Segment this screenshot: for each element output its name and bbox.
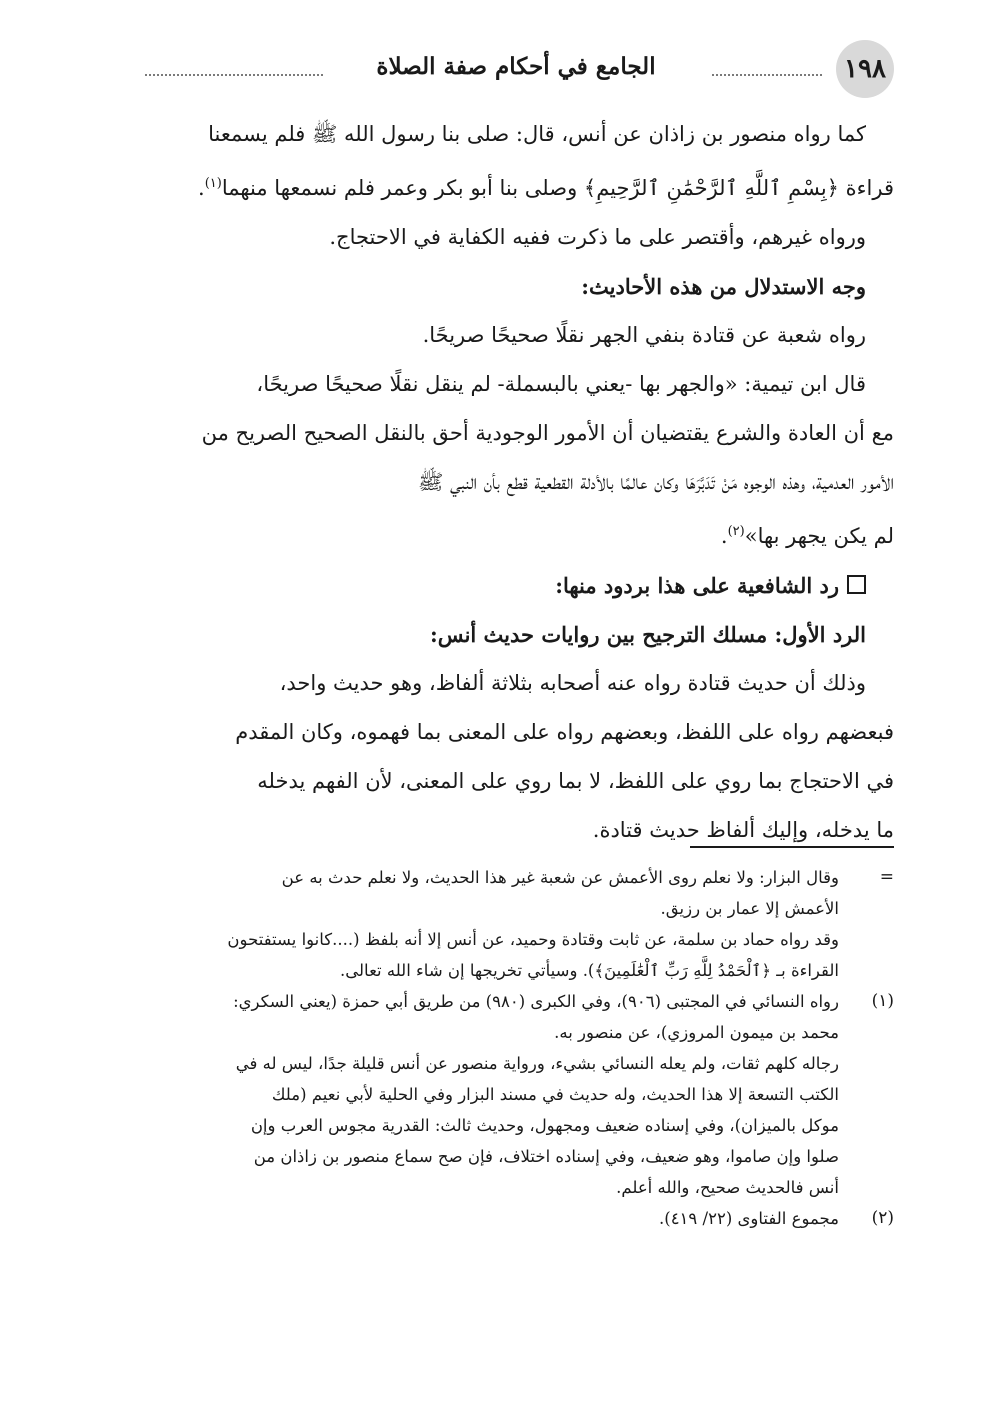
running-title: الجامع في أحكام صفة الصلاة <box>376 53 656 80</box>
page-number: ١٩٨ <box>836 40 894 98</box>
footnote-line: وقد رواه حماد بن سلمة، عن ثابت وقتادة وحميد، عن أنس إلا أنه بلفظ (....كانوا يستفتحون <box>227 930 839 949</box>
body-line: رواه شعبة عن قتادة بنفي الجهر نقلًا صحيحًا صريحًا. <box>422 323 866 347</box>
footnote-2 <box>145 1203 894 1234</box>
footnote-line: وقال البزار: ولا نعلم روى الأعمش عن شعبة غير هذا الحديث، ولا نعلم حدث به عن <box>281 868 839 887</box>
body-line: قراءة ﴿بِسْمِ ٱللَّهِ ٱلرَّحْمَٰنِ ٱلرَّحِيمِ﴾ وصلى بنا أبو بكر وعمر فلم نسمعها منهما$^{(١)}$. <box>198 176 894 200</box>
footnote-body <box>145 1203 839 1234</box>
footnote-line: صلوا وإن صاموا، وهو ضعيف، وفي إسناده اختلاف، فإن صح سماع منصور بن زاذان من <box>253 1147 839 1166</box>
footnote-line: رجاله كلهم ثقات، ولم يعله النسائي بشيء، ورواية منصور عن أنس قليلة جدًا، ليس له في <box>235 1054 839 1073</box>
body-line: كما رواه منصور بن زاذان عن أنس، قال: صلى بنا رسول الله ﷺ فلم يسمعنا <box>208 122 866 146</box>
footnote-line: القراءة بـ ﴿ٱلْحَمْدُ لِلَّهِ رَبِّ ٱلْعَٰلَمِينَ﴾). وسيأتي تخريجها إن شاء الله تعالى. <box>340 961 839 980</box>
main-text <box>145 110 894 855</box>
body-line: ما يدخله، وإليك ألفاظ حديث قتادة. <box>592 818 894 842</box>
footnote-separator <box>690 846 894 848</box>
footnote-continued <box>145 862 894 986</box>
footnote-line: محمد بن ميمون المروزي)، عن منصور به. <box>554 1023 839 1042</box>
header-dotted-rule-left <box>145 74 323 76</box>
footnote-marker: = <box>879 867 894 887</box>
body-line: مع أن العادة والشرع يقتضيان أن الأمور الوجودية أحق بالنقل الصحيح الصريح من <box>201 421 894 445</box>
footnote-marker: (٢) <box>871 1208 894 1228</box>
footnote-line: الكتب التسعة إلا هذا الحديث، وله حديث في مسند البزار وفي الحلية لأبي نعيم (ملك <box>271 1085 839 1104</box>
body-line: لم يكن يجهر بها»$^{(٢)}$. <box>720 524 894 548</box>
body-line: الأمور العدمية، وهذه الوجوه مَنْ تَدَبَّرَهَا وكان عالمًا بالأدلة القطعية قطع بأن النبي ﷺ <box>417 470 894 494</box>
square-bullet-icon <box>847 575 866 594</box>
footnote-body <box>145 986 839 1203</box>
footnote-ref: (١) <box>204 176 222 191</box>
footnote-ref: (٢) <box>727 524 745 539</box>
section-heading: الرد الأول: مسلك الترجيح بين روايات حديث أنس: <box>430 622 866 647</box>
footnote-line: رواه النسائي في المجتبى (٩٠٦)، وفي الكبرى (٩٨٠) من طريق أبي حمزة (يعني السكري: <box>233 992 839 1011</box>
footnote-body <box>145 862 839 986</box>
footnote-line: مجموع الفتاوى (٢٢/ ٤١٩). <box>659 1209 839 1228</box>
body-line: قال ابن تيمية: «والجهر بها -يعني بالبسملة- لم ينقل نقلًا صحيحًا صريحًا، <box>256 372 866 396</box>
body-line: وذلك أن حديث قتادة رواه عنه أصحابه بثلاثة ألفاظ، وهو حديث واحد، <box>279 671 866 695</box>
footnote-line: أنس فالحديث صحيح، والله أعلم. <box>616 1178 839 1197</box>
section-heading: وجه الاستدلال من هذه الأحاديث: <box>581 274 866 299</box>
body-line: ورواه غيرهم، وأقتصر على ما ذكرت ففيه الكفاية في الاحتجاج. <box>329 225 866 249</box>
header-dotted-rule-right <box>712 74 822 76</box>
footnote-marker: (١) <box>871 991 894 1011</box>
body-line: في الاحتجاج بما روي على اللفظ، لا بما روي على المعنى، لأن الفهم يدخله <box>257 769 894 793</box>
footnotes <box>145 862 894 1234</box>
body-line: فبعضهم رواه على اللفظ، وبعضهم رواه على المعنى بما فهموه، وكان المقدم <box>235 720 894 744</box>
page-header <box>145 40 894 98</box>
footnote-line: موكل بالميزان)، وفي إسناده ضعيف ومجهول، وحديث ثالث: القدرية مجوس العرب وإن <box>250 1116 839 1135</box>
section-heading: رد الشافعية على هذا بردود منها: <box>145 561 894 610</box>
footnote-line: الأعمش إلا عمار بن رزيق. <box>660 899 839 918</box>
footnote-1 <box>145 986 894 1203</box>
